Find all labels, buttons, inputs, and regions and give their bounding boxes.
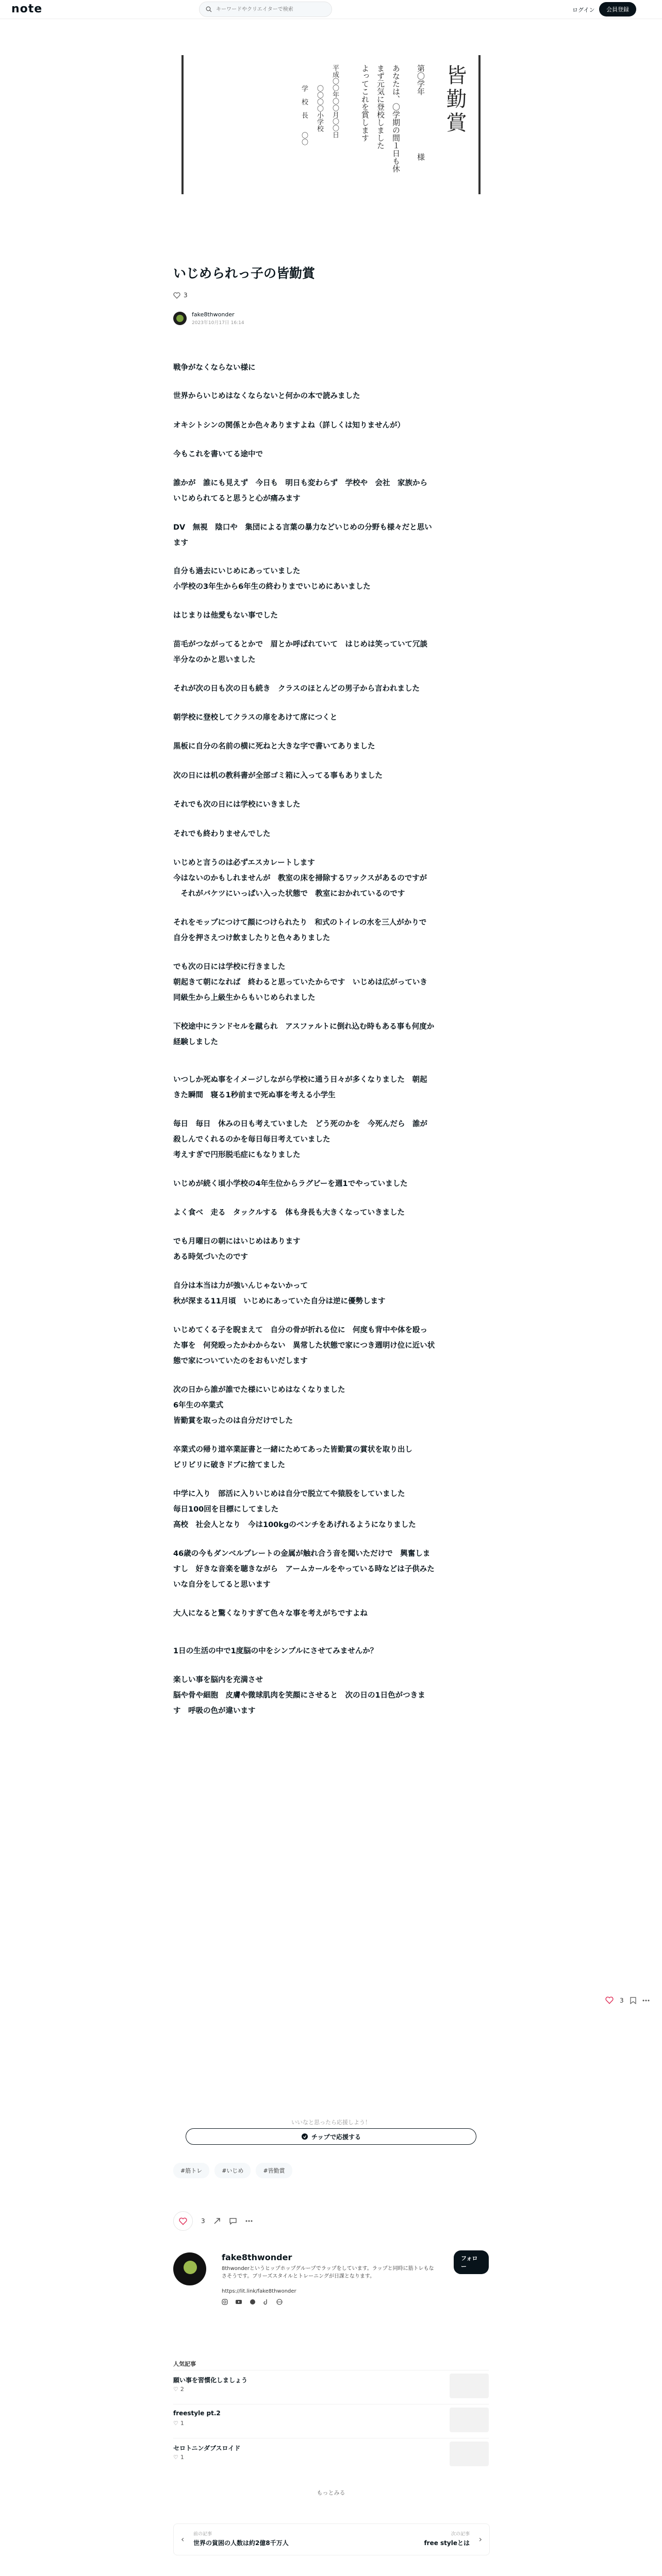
tag-list (173, 2163, 292, 2178)
creator-profile (173, 2249, 489, 2342)
login-button[interactable]: ログイン (572, 7, 595, 13)
body-line: きた瞬間 寝る1秒前まで死ぬ事を考える小学生 (173, 1091, 336, 1099)
popular-item[interactable] (173, 2404, 489, 2435)
support-caption: いいなと思ったら応援しよう！ (291, 2119, 371, 2126)
side-actions (605, 1996, 650, 2004)
site-header (0, 0, 662, 19)
body-line: 皆勤賞を取ったのは自分だけでした (173, 1417, 293, 1425)
cert-principal: 学 校 長 〇〇 (300, 85, 308, 145)
share-icon[interactable] (213, 2217, 221, 2225)
body-line: 卒業式の帰り道卒業証書と一緒にためてあった皆勤賞の賞状を取り出し (173, 1446, 412, 1454)
social-links (222, 2299, 283, 2305)
body-line: 自分も過去にいじめにあっていました (173, 567, 301, 575)
body-line: それをモップにつけて顔につけられたり 和式のトイレの水を三人がかりで (173, 919, 427, 927)
heart-icon[interactable] (605, 1996, 614, 2004)
chevron-left-icon[interactable]: ‹ (181, 2534, 185, 2544)
cert-suffix: 様 (416, 153, 425, 161)
popular-heading: 人気記事 (173, 2361, 196, 2367)
body-line: 今はないのかもしれませんが 教室の床を掃除するワックスがあるのですが (173, 874, 427, 883)
body-line: オキシトシンの関係とか色々ありますよね（詳しくは知りませんが） (173, 421, 405, 430)
register-button[interactable]: 会員登録 (599, 2, 636, 16)
tiktok-icon[interactable] (263, 2299, 269, 2305)
cert-line-1: あなたは、〇学期の間１日も休 (391, 64, 401, 173)
side-like-count: 3 (620, 1996, 624, 2004)
body-line: いじめられてると思うと心が痛みます (173, 495, 301, 503)
heart-icon: ♡ (173, 2386, 178, 2393)
body-line: 6年生の卒業式 (173, 1401, 224, 1410)
body-line: よく食べ 走る タックルする 体も身長も大きくなっていきました (173, 1209, 405, 1217)
like-button[interactable] (173, 2211, 193, 2231)
heart-icon (179, 2217, 187, 2225)
instagram-icon[interactable] (222, 2299, 228, 2305)
body-line: 朝起きて朝になれば 終わると思っていたからです いじめは広がっていき (173, 978, 427, 987)
body-line: それが次の日も次の日も続き クラスのほとんどの男子から言われました (173, 685, 420, 693)
body-line: 今もこれを書いてる途中で (173, 450, 263, 459)
body-line: 1日の生活の中で1度脳の中をシンプルにさせてみませんか？ (173, 1647, 378, 1655)
body-line: 毎日100回を目標にしてました (173, 1505, 279, 1514)
note-logo[interactable]: note (11, 3, 43, 15)
popular-item-title[interactable]: セロトニンダブスロイド (173, 2445, 241, 2452)
body-line: た事を 何発殴ったかわからない 異常した状態で家につき週明け位に近い状 (173, 1342, 435, 1350)
body-line: それでも次の日には学校にいきました (173, 801, 301, 809)
popular-articles (173, 2360, 489, 2461)
prev-next-nav (173, 2523, 490, 2555)
next-article-link[interactable]: free styleとは (424, 2539, 470, 2547)
cert-title: 皆勤賞 (443, 64, 467, 135)
like-count: 3 (201, 2217, 205, 2225)
tag[interactable]: #いじめ (214, 2163, 251, 2178)
body-line: 戦争がなくならない様に (173, 364, 256, 372)
more-icon[interactable] (642, 1999, 650, 2002)
search-box[interactable] (199, 2, 332, 17)
body-line: 小学校の3年生から6年生の終わりまでいじめにあいました (173, 583, 371, 591)
popular-item-likes: 1 (180, 2454, 184, 2461)
body-line: いじめてくる子を睨まえて 自分の骨が折れる位に 何度も背中や体を殴っ (173, 1326, 427, 1334)
body-line: 半分なのかと思いました (173, 656, 256, 664)
body-line: いじめが続く頃小学校の4年生位からラグビーを週1でやっていました (173, 1180, 408, 1188)
next-label: 次の記事 (451, 2532, 470, 2537)
body-line: いじめと言うのは必ずエスカレートします (173, 859, 315, 867)
popular-item-likes: 2 (180, 2386, 184, 2393)
cert-date: 平成〇〇年〇〇月〇〇日 (331, 64, 339, 138)
popular-item-title[interactable]: freestyle pt.2 (173, 2410, 221, 2417)
body-line: 次の日から誰が誰でた様にいじめはなくなりました (173, 1386, 345, 1394)
website-icon[interactable] (276, 2299, 283, 2305)
title-like-row (173, 292, 188, 299)
chevron-right-icon[interactable]: › (478, 2534, 482, 2544)
body-line: 毎日 毎日 休みの日も考えていました どう死のかを 今死んだら 誰が (173, 1120, 427, 1128)
creator-name[interactable]: fake8thwonder (222, 2252, 292, 2262)
body-line: 殺しんでくれるのかを毎日毎日考えていました (173, 1136, 330, 1144)
body-line: 高校 社会人となり 今は100kgのベンチをあげれるようになりました (173, 1521, 416, 1529)
body-line: でも月曜日の朝にはいじめはあります (173, 1238, 301, 1246)
body-line: いつしか死ぬ事をイメージしながら学校に通う日々が多くなりました 朝起 (173, 1076, 427, 1084)
body-line: 自分を押さえつけ飲ましたりと色々ありました (173, 934, 330, 942)
body-line: 世界からいじめはなくならないと何かの本で読みました (173, 392, 360, 400)
body-line: 秋が深まる11月頃 いじめにあっていた自分は逆に優勢します (173, 1297, 386, 1306)
body-line: すし 好きな音楽を聴きながら アームカールをやっている時などは子供みた (173, 1565, 435, 1573)
comment-icon[interactable] (229, 2217, 237, 2225)
heart-icon: ♡ (173, 2454, 178, 2461)
author-avatar[interactable] (173, 312, 187, 325)
popular-item[interactable] (173, 2370, 489, 2401)
body-line: 誰かが 誰にも見えず 今日も 明日も変わらず 学校や 会社 家族から (173, 479, 427, 487)
body-line: いな自分をしてると思います (173, 1581, 271, 1589)
body-line: それがバケツにいっぱい入った状態で 教室におかれているのです (173, 890, 405, 898)
body-line: 脳や骨や細胞 皮膚や微球肌肉を笑顔にさせると 次の日の1日色がつきま (173, 1691, 425, 1700)
line-icon[interactable] (250, 2299, 256, 2305)
author-name[interactable]: fake8thwonder (192, 311, 235, 318)
heart-icon[interactable] (173, 292, 180, 299)
body-line: 考えすぎで円形脱毛症にもなりました (173, 1151, 301, 1159)
body-line: す 呼吸の色が違います (173, 1707, 256, 1715)
body-line: 朝学校に登校してクラスの扉をあけて席につくと (173, 714, 338, 722)
popular-item-thumbnail[interactable] (450, 2408, 489, 2432)
body-line: 同級生から上級生からもいじめられました (173, 994, 316, 1002)
prev-article-link[interactable]: 世界の貧困の人数は約2億8千万人 (193, 2539, 289, 2547)
article-title: いじめられっ子の皆勤賞 (173, 266, 316, 281)
creator-bio: 8thwonderというヒップホップグループでラップをしています。ラップと同時に筋トレもなさそうです。ブリーズスタイルとトレーニングが日課となります。 (222, 2266, 434, 2279)
tip-support-button[interactable] (186, 2128, 476, 2145)
body-line: 態で家についていたのをおもいだします (173, 1357, 308, 1365)
body-line: 大人になると驚くなりすぎて色々な事を考えがちですよね (173, 1609, 368, 1618)
cert-grade: 第〇学年 (416, 64, 425, 95)
body-line: 下校途中にランドセルを蹴られ アスファルトに倒れ込む時もある事も何度か (173, 1023, 435, 1031)
tag[interactable]: #皆勤賞 (256, 2163, 292, 2178)
popular-item[interactable] (173, 2438, 489, 2469)
more-icon[interactable] (245, 2220, 253, 2222)
body-line: 次の日には机の教科書が全部ゴミ箱に入ってる事もありました (173, 772, 383, 780)
body-line: ます (173, 539, 188, 547)
body-line: 黒板に自分の名前の横に死ねと大きな字で書いてありました (173, 742, 375, 751)
youtube-icon[interactable] (235, 2299, 242, 2305)
author-info[interactable] (173, 311, 244, 326)
support-section (173, 2118, 489, 2149)
cert-line-2: まず元気に登校しました (376, 64, 385, 149)
tip-icon (301, 2133, 308, 2140)
body-line: 自分は本当は力が強いんじゃないかって (173, 1282, 308, 1290)
body-line: ある時気づいたのです (173, 1253, 248, 1261)
popular-item-likes: 1 (180, 2420, 184, 2427)
cert-school: 〇〇〇〇小学校 (316, 85, 323, 132)
popular-item-thumbnail[interactable] (450, 2442, 489, 2466)
popular-item-title[interactable]: 願い事を習慣化しましょう (173, 2377, 248, 2384)
body-line: それでも終わりませんでした (173, 830, 271, 838)
bookmark-icon[interactable] (630, 1997, 636, 2004)
body-line: でも次の日には学校に行きました (173, 963, 286, 971)
creator-link[interactable]: https://lit.link/fake8thwonder (222, 2289, 296, 2294)
follow-button[interactable]: フォロー (454, 2250, 489, 2274)
search-icon (206, 6, 212, 12)
article-actions (173, 2211, 253, 2231)
creator-avatar[interactable] (173, 2252, 206, 2285)
more-button[interactable]: もっとみる (317, 2489, 345, 2496)
heart-icon: ♡ (173, 2420, 178, 2427)
popular-item-thumbnail[interactable] (450, 2374, 489, 2398)
body-line: 中学に入り 部活に入りいじめは自分で脱立てや猿股をしていました (173, 1490, 405, 1498)
body-line: DV 無視 陰口や 集団による言葉の暴力などいじめの分野も様々だと思い (173, 523, 432, 532)
title-like-count: 3 (184, 292, 188, 299)
body-line: 楽しい事を脳内を充満させ (173, 1676, 263, 1684)
tip-support-label: チップで応援する (311, 2133, 361, 2141)
body-line: 46歳の今もダンベルプレートの金属が触れ合う音を聞いただけで 興奮しま (173, 1550, 431, 1558)
tag[interactable]: #筋トレ (173, 2163, 209, 2178)
hero-certificate-image (173, 38, 489, 219)
prev-label: 前の記事 (193, 2532, 212, 2537)
cert-line-3: よってこれを賞します (360, 64, 370, 142)
body-line: 苗毛がつながってるとかで 眉とか呼ばれていて はじめは笑っていて冗談 (173, 640, 427, 649)
body-line: 経験しました (173, 1038, 218, 1046)
body-line: ビリビリに破きドブに捨てました (173, 1461, 286, 1469)
body-line: はじまりは他愛もない事でした (173, 612, 278, 620)
publish-date: 2023年10月17日 16:14 (192, 320, 244, 326)
search-input[interactable] (215, 6, 325, 13)
